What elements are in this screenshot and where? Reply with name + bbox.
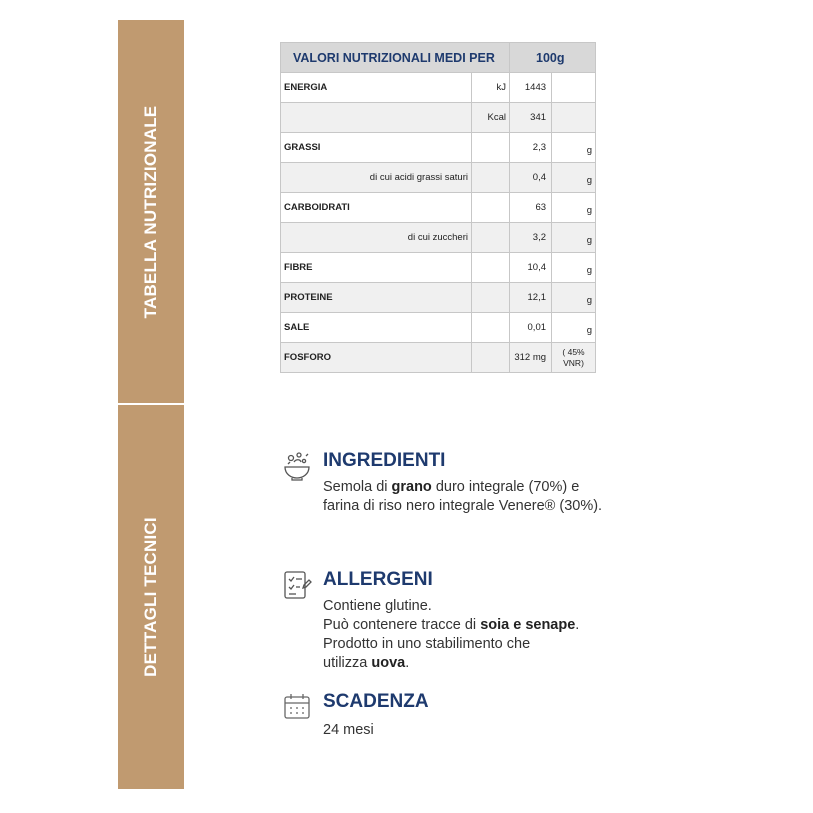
- table-row: [281, 223, 596, 253]
- nutrient-unit: [472, 193, 510, 223]
- ingredients-text: [323, 478, 613, 516]
- nutrition-table: [280, 42, 596, 373]
- nutrient-unit: Kcal: [472, 103, 510, 133]
- nutrient-name: [281, 103, 472, 133]
- allergens-text-bold: soia e senape: [480, 617, 576, 633]
- allergens-line-3: [323, 635, 558, 673]
- table-row: [281, 343, 596, 373]
- table-header-row: [281, 43, 596, 73]
- nutrient-value: 0,4: [510, 163, 552, 193]
- nutrient-name: GRASSI: [281, 133, 472, 163]
- bowl-icon: [282, 450, 312, 480]
- table-row: [281, 163, 596, 193]
- nutrient-unit: [472, 343, 510, 373]
- nutrient-unit: [472, 163, 510, 193]
- nutrient-value: 3,2: [510, 223, 552, 253]
- nutrient-extra: [552, 73, 596, 103]
- nutrient-name: di cui zuccheri: [281, 223, 472, 253]
- nutrient-value: 12,1: [510, 283, 552, 313]
- sidebar-band-nutrition: [118, 20, 184, 403]
- nutrient-extra: [552, 103, 596, 133]
- allergens-line-1: Contiene glutine.: [323, 598, 432, 614]
- expiry-title: SCADENZA: [323, 691, 429, 712]
- nutrient-value: 341: [510, 103, 552, 133]
- checklist-icon: [282, 569, 312, 599]
- nutrient-extra: g: [552, 283, 596, 313]
- nutrient-value: 0,01: [510, 313, 552, 343]
- nutrient-extra: g: [552, 133, 596, 163]
- nutrient-value: 10,4: [510, 253, 552, 283]
- allergens-line-2: [323, 616, 613, 635]
- nutrient-value: 2,3: [510, 133, 552, 163]
- ingredients-title: INGREDIENTI: [323, 450, 446, 471]
- allergens-text-bold: uova: [371, 655, 406, 671]
- nutrient-extra: g: [552, 253, 596, 283]
- allergens-text-part: Può contenere tracce di: [323, 617, 481, 633]
- allergens-text-part: .: [405, 655, 410, 671]
- nutrient-name: CARBOIDRATI: [281, 193, 472, 223]
- table-row: [281, 73, 596, 103]
- sidebar-label-details: DETTAGLI TECNICI: [141, 517, 160, 677]
- nutrient-unit: kJ: [472, 73, 510, 103]
- nutrient-unit: [472, 283, 510, 313]
- ingredients-text-part: Semola di: [323, 479, 392, 495]
- table-row: [281, 253, 596, 283]
- nutrient-name: PROTEINE: [281, 283, 472, 313]
- nutrient-extra: g: [552, 163, 596, 193]
- allergens-title: ALLERGENI: [323, 569, 433, 590]
- table-row: [281, 133, 596, 163]
- nutrient-extra: g: [552, 223, 596, 253]
- nutrient-unit: [472, 253, 510, 283]
- ingredients-text-part: duro integrale (70%) e farina di riso nero integrale Venere® (30%).: [323, 479, 603, 514]
- nutrient-name: FIBRE: [281, 253, 472, 283]
- table-row: [281, 103, 596, 133]
- calendar-icon: [282, 691, 312, 721]
- nutrient-value: 312 mg: [510, 343, 552, 373]
- nutrient-name: FOSFORO: [281, 343, 472, 373]
- nutrient-name: di cui acidi grassi saturi: [281, 163, 472, 193]
- expiry-value: 24 mesi: [323, 722, 374, 738]
- nutrient-name: ENERGIA: [281, 73, 472, 103]
- sidebar-band-details: [118, 405, 184, 789]
- allergens-text-part: .: [575, 617, 580, 633]
- nutrient-name: SALE: [281, 313, 472, 343]
- table-row: [281, 193, 596, 223]
- allergens-text: [323, 597, 613, 673]
- allergens-text-part: Prodotto in uno stabilimento che utilizza: [323, 636, 531, 671]
- nutrient-unit: [472, 133, 510, 163]
- nutrient-value: 63: [510, 193, 552, 223]
- table-header-quantity: 100g: [510, 43, 596, 73]
- table-row: [281, 313, 596, 343]
- sidebar-label-nutrition: TABELLA NUTRIZIONALE: [141, 105, 160, 318]
- ingredients-text-bold: grano: [391, 479, 432, 495]
- nutrient-extra: ( 45% VNR): [552, 343, 596, 373]
- nutrient-extra: g: [552, 313, 596, 343]
- nutrient-unit: [472, 313, 510, 343]
- table-row: [281, 283, 596, 313]
- nutrient-extra: g: [552, 193, 596, 223]
- nutrient-unit: [472, 223, 510, 253]
- nutrient-value: 1443: [510, 73, 552, 103]
- table-header-label: VALORI NUTRIZIONALI MEDI PER: [281, 43, 510, 73]
